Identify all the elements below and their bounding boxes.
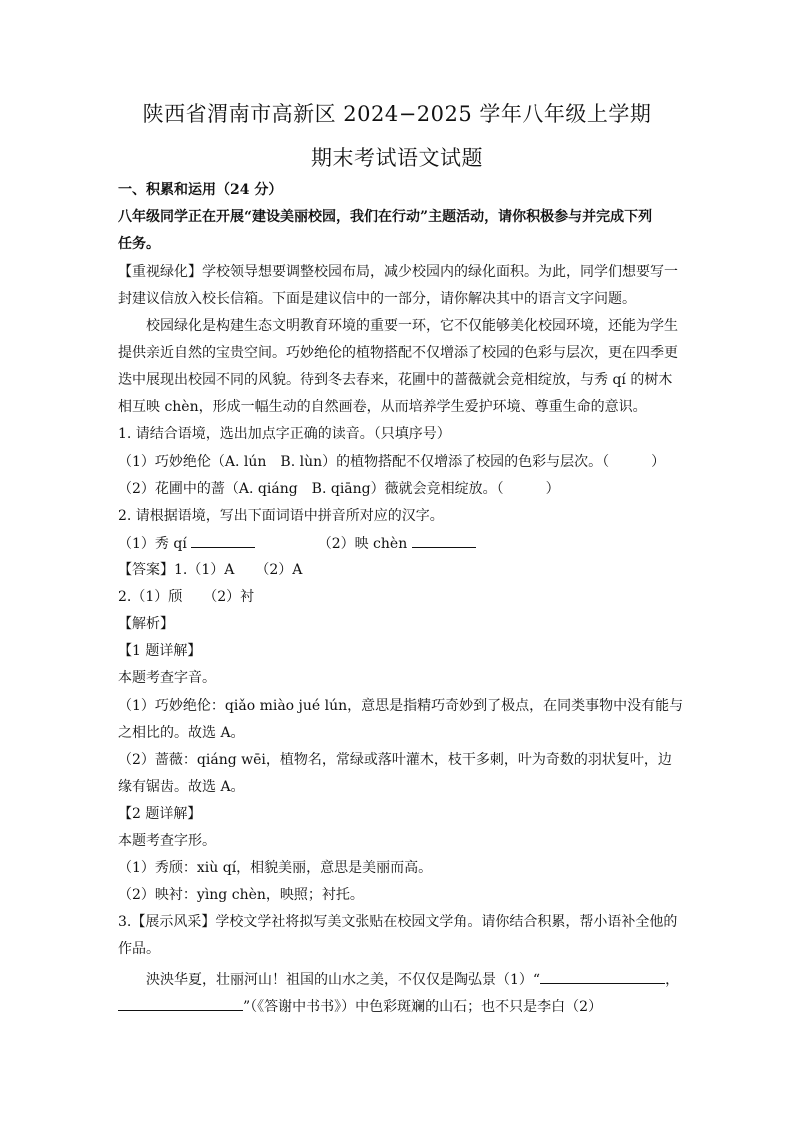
intro-line1: 八年级同学正在开展“建设美丽校园，我们在行动”主题活动，请你积极参与并完成下列 bbox=[118, 209, 653, 225]
question2-item1-blank[interactable] bbox=[191, 533, 255, 548]
sub2-heading: 【2 题详解】 bbox=[118, 806, 202, 822]
question2-items bbox=[118, 533, 678, 554]
sub1-point2-line2: 缘有锯齿。故选 A。 bbox=[118, 779, 245, 795]
sub1-point2-line1: （2）蔷薇：qiáng wēi，植物名，常绿或落叶灌木，枝干多刺，叶为奇数的羽状复叶，边 bbox=[118, 752, 672, 768]
question1-item1: （1）巧妙绝伦（A. lún B. lùn）的植物搭配不仅增添了校园的色彩与层次。（ ） bbox=[118, 454, 666, 470]
question3-passage-comma: ， bbox=[665, 972, 680, 988]
task1-line2: 封建议信放入校长信箱。下面是建议信中的一部分，请你解决其中的语言文字问题。 bbox=[118, 291, 636, 307]
document-title-line2: 期末考试语文试题 bbox=[311, 146, 483, 170]
task1-line1: 【重视绿化】学校领导想要调整校园布局，减少校园内的绿化面积。为此，同学们想要写一 bbox=[118, 264, 678, 280]
question3-line2: 作品。 bbox=[118, 941, 160, 957]
intro-line2: 任务。 bbox=[118, 236, 160, 252]
answer-line1: 【答案】1.（1）A （2）A bbox=[118, 562, 303, 578]
sub1-heading: 【1 题详解】 bbox=[118, 643, 202, 659]
question2-item2-label: （2）映 chèn bbox=[317, 536, 408, 552]
question1-item2: （2）花圃中的蔷（A. qiáng B. qiāng）薇就会竞相绽放。（ ） bbox=[118, 481, 560, 497]
question3-passage-part2: ”（《答谢中书书》）中色彩斑斓的山石；也不只是李白（2） bbox=[243, 999, 603, 1015]
section1-heading: 一、积累和运用（24 分） bbox=[118, 182, 283, 198]
question3-blank1[interactable] bbox=[540, 969, 665, 984]
sub1-point1-line1: （1）巧妙绝伦：qiǎo miào jué lún，意思是指精巧奇妙到了极点，在同类事物中没有能与 bbox=[118, 698, 684, 714]
sub2-point2: （2）映衬：yìng chèn，映照；衬托。 bbox=[118, 887, 364, 903]
question3-passage-line2 bbox=[118, 996, 678, 1017]
passage-line4: 相互映 chèn，形成一幅生动的自然画卷，从而培养学生爱护环境、尊重生命的意识。 bbox=[118, 399, 647, 415]
passage-line3: 迭中展现出校园不同的风貌。待到冬去春来，花圃中的蔷薇就会竞相绽放，与秀 qí 的树木 bbox=[118, 372, 673, 388]
sub2-intro: 本题考查字形。 bbox=[118, 833, 216, 849]
sub1-intro: 本题考查字音。 bbox=[118, 670, 216, 686]
sub1-point1-line2: 之相比的。故选 A。 bbox=[118, 725, 245, 741]
question2-item2-blank[interactable] bbox=[412, 533, 476, 548]
passage-line1: 校园绿化是构建生态文明教育环境的重要一环，它不仅能够美化校园环境，还能为学生 bbox=[146, 318, 678, 334]
analysis-heading: 【解析】 bbox=[118, 616, 174, 632]
passage-line2: 提供亲近自然的宝贵空间。巧妙绝伦的植物搭配不仅增添了校园的色彩与层次，更在四季更 bbox=[118, 345, 678, 361]
question2-item1-label: （1）秀 qí bbox=[118, 536, 187, 552]
question3-blank2[interactable] bbox=[118, 996, 243, 1011]
question3-passage-line1 bbox=[146, 969, 678, 990]
question3-passage-part1: 泱泱华夏，壮丽河山！祖国的山水之美，不仅仅是陶弘景（1）“ bbox=[146, 972, 541, 988]
answer-line2: 2.（1）颀 （2）衬 bbox=[118, 589, 255, 605]
sub2-point1: （1）秀颀：xiù qí，相貌美丽，意思是美丽而高。 bbox=[118, 860, 433, 876]
question2-stem: 2. 请根据语境，写出下面词语中拼音所对应的汉字。 bbox=[118, 508, 444, 524]
document-title-line1: 陕西省渭南市高新区 2024−2025 学年八年级上学期 bbox=[142, 102, 652, 126]
question3-line1: 3.【展示风采】学校文学社将拟写美文张贴在校园文学角。请你结合积累，帮小语补全他的 bbox=[118, 914, 678, 930]
question1-stem: 1. 请结合语境，选出加点字正确的读音。（只填序号） bbox=[118, 426, 451, 442]
